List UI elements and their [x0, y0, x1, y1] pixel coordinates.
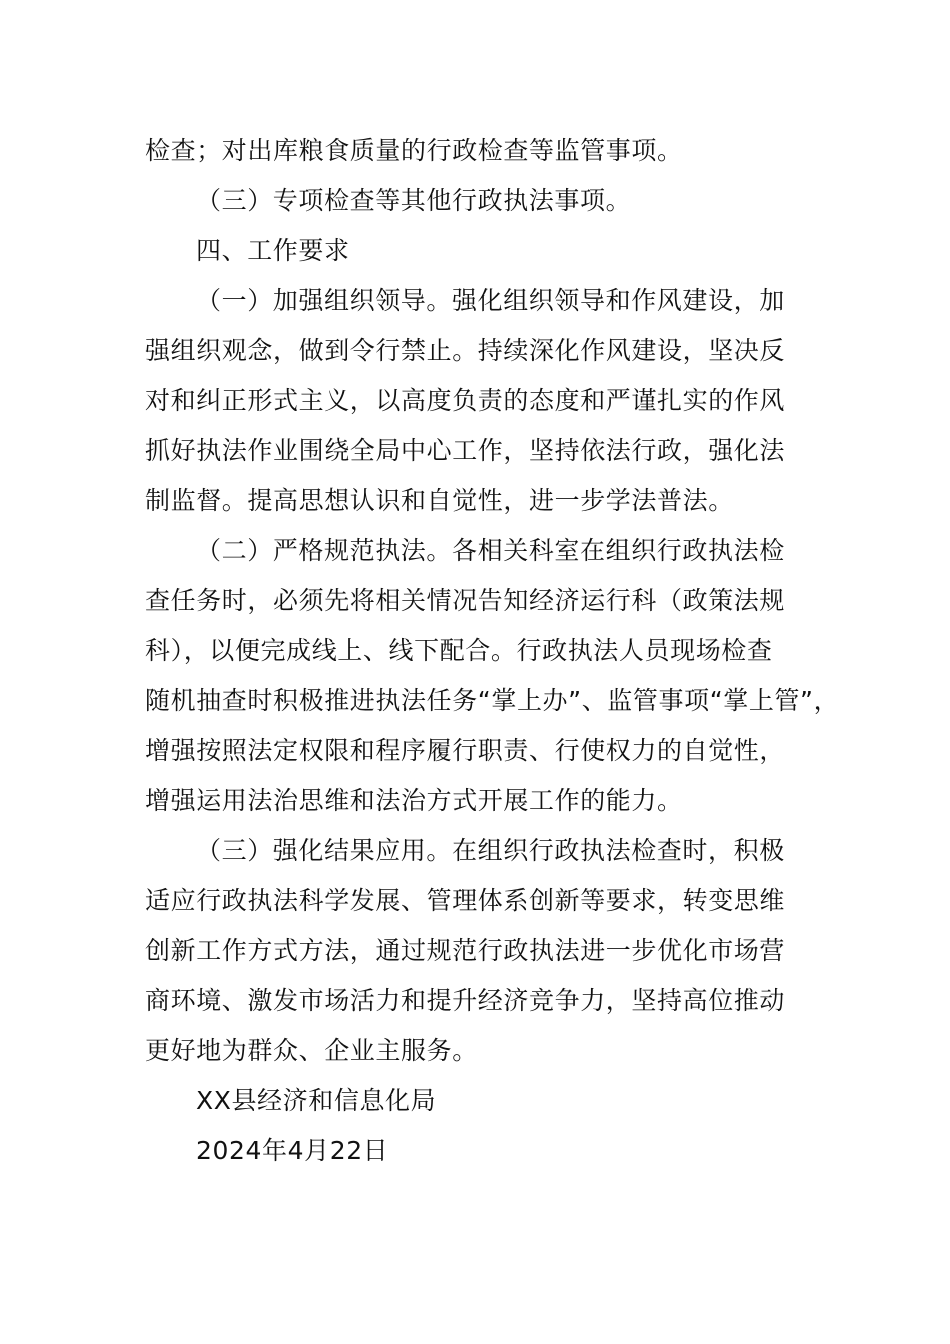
text-line: 更好地为群众、企业主服务。	[145, 1036, 478, 1065]
text-line: 商环境、激发市场活力和提升经济竞争力，坚持高位推动	[145, 986, 786, 1015]
text-line: 随机抽查时积极推进执法任务“掌上办”、监管事项“掌上管”，	[145, 686, 840, 715]
text-line: 创新工作方式方法，通过规范行政执法进一步优化市场营	[145, 936, 786, 965]
text-line: 制监督。提高思想认识和自觉性，进一步学法普法。	[145, 486, 734, 515]
signature-org: XX县经济和信息化局	[196, 1086, 437, 1115]
signature-date: 2024年4月22日	[196, 1136, 389, 1165]
text-line: 强组织观念，做到令行禁止。持续深化作风建设，坚决反	[145, 336, 786, 365]
text-line: 增强按照法定权限和程序履行职责、行使权力的自觉性，	[145, 736, 786, 765]
text-line: 抓好执法作业围绕全局中心工作，坚持依法行政，强化法	[145, 436, 786, 465]
text-line: 增强运用法治思维和法治方式开展工作的能力。	[145, 786, 683, 815]
text-line: 检查；对出库粮食质量的行政检查等监管事项。	[145, 136, 683, 165]
text-line: （一）加强组织领导。强化组织领导和作风建设，加	[196, 286, 785, 315]
text-line: 科），以便完成线上、线下配合。行政执法人员现场检查	[145, 636, 773, 665]
text-line: 对和纠正形式主义，以高度负责的态度和严谨扎实的作风	[145, 386, 786, 415]
text-line: 查任务时，必须先将相关情况告知经济运行科（政策法规	[145, 586, 786, 615]
section-item-3: （三）专项检查等其他行政执法事项。	[196, 186, 632, 215]
text-line: （三）强化结果应用。在组织行政执法检查时，积极	[196, 836, 785, 865]
section-heading: 四、工作要求	[196, 236, 350, 265]
text-line: （二）严格规范执法。各相关科室在组织行政执法检	[196, 536, 785, 565]
text-line: 适应行政执法科学发展、管理体系创新等要求，转变思维	[145, 886, 786, 915]
